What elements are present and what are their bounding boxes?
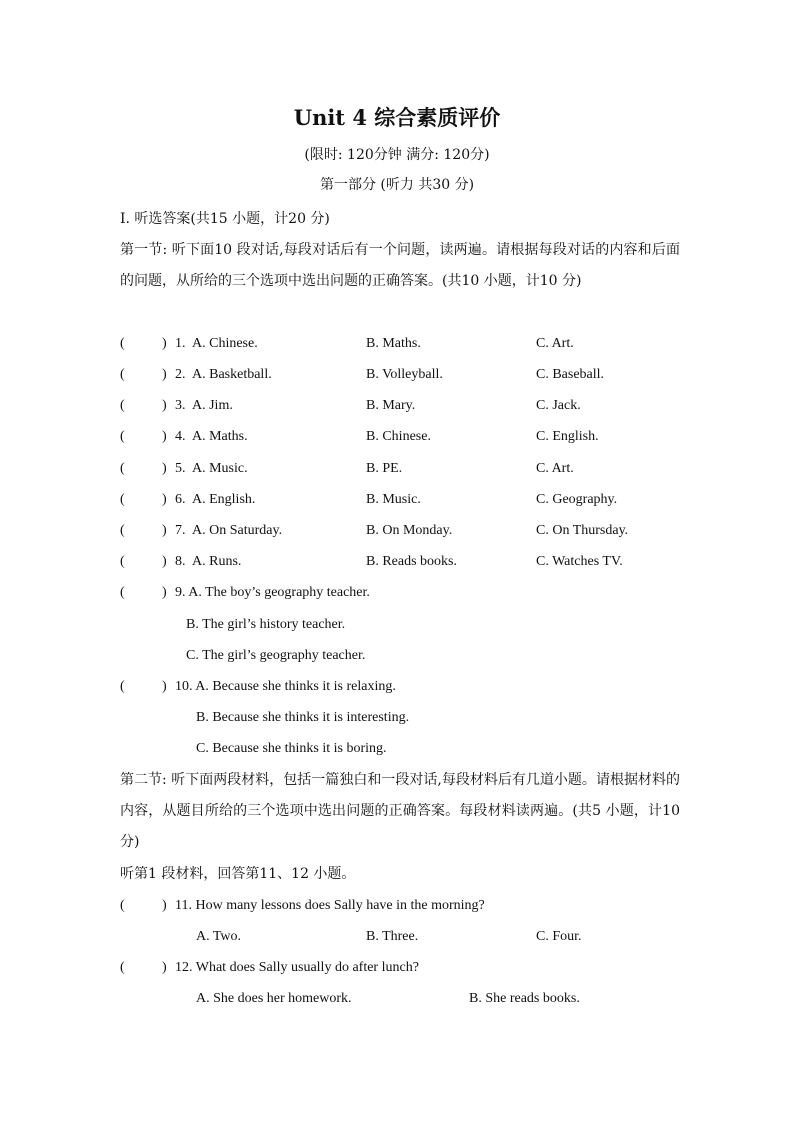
question-11-row	[120, 896, 720, 916]
answer-bracket-close: )	[162, 492, 167, 507]
question-11-option-b: B. Three.	[366, 929, 419, 944]
answer-bracket-open: (	[120, 554, 125, 569]
option-a: A. Jim.	[192, 398, 233, 413]
option-b: B. PE.	[366, 461, 403, 476]
answer-bracket-open: (	[120, 960, 125, 975]
option-b: B. Reads books.	[366, 554, 457, 569]
option-c: C. Art.	[536, 461, 574, 476]
question-12-text: 12. What does Sally usually do after lunch?	[175, 960, 419, 975]
option-a: A. On Saturday.	[192, 523, 283, 538]
question-row	[120, 552, 720, 572]
question-number: 3.	[175, 398, 186, 413]
option-a: A. Maths.	[192, 429, 248, 444]
question-12-row	[120, 958, 720, 978]
option-c: C. Baseball.	[536, 367, 605, 382]
option-a: A. Runs.	[192, 554, 242, 569]
page-title: Unit 4 综合素质评价	[293, 105, 501, 130]
question-number: 6.	[175, 492, 186, 507]
answer-bracket-close: )	[162, 367, 167, 382]
answer-bracket-open: (	[120, 492, 125, 507]
answer-bracket-open: (	[120, 398, 125, 413]
question-row	[120, 459, 720, 479]
question-row	[120, 427, 720, 447]
section1-instruction: 第一节: 听下面10 段对话,每段对话后有一个问题，读两遍。请根据每段对话的内容和后面的问题，从所给的三个选项中选出问题的正确答案。(共10 小题，计10 分)	[120, 242, 680, 289]
material-1-heading: 听第1 段材料，回答第11、12 小题。	[120, 866, 356, 882]
question-10-option-b: B. Because she thinks it is interesting.	[196, 710, 410, 725]
option-c: C. English.	[536, 429, 599, 444]
answer-bracket-open: (	[120, 429, 125, 444]
option-c: C. On Thursday.	[536, 523, 629, 538]
question-12-option-a: A. She does her homework.	[196, 991, 352, 1006]
question-12-option-b: B. She reads books.	[469, 991, 580, 1006]
option-b: B. Volleyball.	[366, 367, 443, 382]
option-b: B. Maths.	[366, 336, 421, 351]
answer-bracket-close: )	[162, 960, 167, 975]
option-c: C. Art.	[536, 336, 574, 351]
option-a: A. English.	[192, 492, 256, 507]
answer-bracket-close: )	[162, 679, 167, 694]
answer-bracket-close: )	[162, 398, 167, 413]
option-b: B. On Monday.	[366, 523, 453, 538]
option-c: C. Geography.	[536, 492, 618, 507]
section-heading: I. 听选答案(共15 小题，计20 分)	[120, 211, 330, 227]
answer-bracket-open: (	[120, 461, 125, 476]
question-9-option-a: 9. A. The boy’s geography teacher.	[175, 585, 370, 600]
question-9-option-c: C. The girl’s geography teacher.	[186, 648, 366, 663]
answer-bracket-close: )	[162, 585, 167, 600]
question-row	[120, 396, 720, 416]
question-number: 1.	[175, 336, 186, 351]
question-row	[120, 521, 720, 541]
answer-bracket-open: (	[120, 679, 125, 694]
answer-bracket-close: )	[162, 898, 167, 913]
option-c: C. Jack.	[536, 398, 581, 413]
option-a: A. Music.	[192, 461, 248, 476]
question-11-text: 11. How many lessons does Sally have in the morning?	[175, 898, 485, 913]
answer-bracket-open: (	[120, 523, 125, 538]
question-10-row	[120, 677, 720, 697]
answer-bracket-open: (	[120, 898, 125, 913]
answer-bracket-open: (	[120, 367, 125, 382]
question-row	[120, 334, 720, 354]
question-row	[120, 365, 720, 385]
question-9-option-b: B. The girl’s history teacher.	[186, 617, 346, 632]
answer-bracket-open: (	[120, 585, 125, 600]
option-a: A. Basketball.	[192, 367, 272, 382]
question-number: 5.	[175, 461, 186, 476]
option-a: A. Chinese.	[192, 336, 258, 351]
option-b: B. Music.	[366, 492, 421, 507]
time-score-limits: (限时: 120分钟 满分: 120分)	[304, 147, 490, 163]
question-10-option-c: C. Because she thinks it is boring.	[196, 741, 387, 756]
answer-bracket-close: )	[162, 523, 167, 538]
answer-bracket-close: )	[162, 554, 167, 569]
part-one-heading: 第一部分 (听力 共30 分)	[319, 177, 475, 193]
question-number: 4.	[175, 429, 186, 444]
option-b: B. Chinese.	[366, 429, 431, 444]
question-number: 2.	[175, 367, 186, 382]
question-number: 7.	[175, 523, 186, 538]
question-11-option-a: A. Two.	[196, 929, 242, 944]
answer-bracket-close: )	[162, 461, 167, 476]
section2-instruction: 第二节: 听下面两段材料，包括一篇独白和一段对话,每段材料后有几道小题。请根据材料的内容，从题目所给的三个选项中选出问题的正确答案。每段材料读两遍。(共5 小题，计10 分)	[120, 772, 680, 850]
question-11-option-c: C. Four.	[536, 929, 582, 944]
answer-bracket-close: )	[162, 429, 167, 444]
answer-bracket-open: (	[120, 336, 125, 351]
question-number: 8.	[175, 554, 186, 569]
question-row	[120, 490, 720, 510]
question-9-row	[120, 583, 720, 603]
question-10-option-a: 10. A. Because she thinks it is relaxing.	[175, 679, 396, 694]
option-b: B. Mary.	[366, 398, 416, 413]
answer-bracket-close: )	[162, 336, 167, 351]
option-c: C. Watches TV.	[536, 554, 623, 569]
